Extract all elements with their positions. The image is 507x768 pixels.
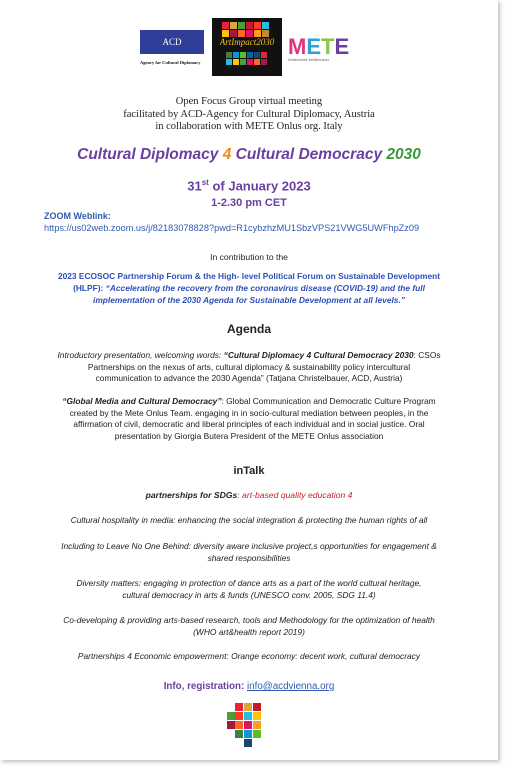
- intro-line: facilitated by ACD-Agency for Cultural Diplomacy, Austria: [123, 108, 375, 120]
- agenda-rest: : Global Communication and Democratic Culture Program: [221, 396, 436, 406]
- agenda-bold: “Global Media and Cultural Democracy”: [62, 396, 222, 406]
- acd-logo: [140, 30, 210, 70]
- sdg-red: art-based quality education 4: [242, 490, 353, 500]
- talk-item: [30, 515, 468, 527]
- agenda-item-intro: [30, 350, 468, 385]
- date-day: 31: [187, 178, 202, 194]
- talk-line: Cultural hospitality in media: enhancing the social integration & protecting the human rights of all: [70, 515, 428, 525]
- zoom-label: ZOOM Weblink:: [44, 211, 111, 221]
- agenda-line: [30, 396, 468, 408]
- agenda-line: Partnerships on the nexus of arts, cultural diplomacy & sustainability policy intercultural: [87, 361, 411, 372]
- event-time: 1-2.30 pm CET: [211, 197, 287, 209]
- talk-line: shared responsibilities: [207, 552, 291, 563]
- mete-letter-t: T: [321, 34, 335, 59]
- sdg-mosaic-icon: [227, 703, 267, 749]
- forum-quote: implementation of the 2030 Agenda for Sustainable Development at all levels.”: [93, 295, 405, 305]
- intro-block: [0, 96, 498, 134]
- talk-line: Co-developing & providing arts-based research, tools and Methodology for the optimization of health: [63, 615, 435, 625]
- zoom-link[interactable]: https://us02web.zoom.us/j/82183078828?pwd=R1cybzhzMU1SbzVPS21VWG5UWFhpZz09: [44, 223, 420, 233]
- event-date: [0, 178, 498, 193]
- mete-logo-text: [288, 34, 352, 60]
- agenda-line: created by the Mete Onlus Team. engaging in in socio-cultural mediation between peoples, in the: [69, 407, 429, 418]
- acd-logo-mark: ACD: [140, 30, 204, 54]
- forum-line: 2023 ECOSOC Partnership Forum & the High- level Political Forum on Sustainable Development: [57, 271, 441, 281]
- info-registration: [0, 681, 498, 692]
- talk-item: [30, 651, 468, 663]
- forum-line: [40, 282, 458, 294]
- talk-item: [30, 578, 468, 601]
- artimpact-logo: [212, 18, 282, 76]
- agenda-line: affirmation of civil, democratic and liberal principles of each individual and in social justice. Oral: [73, 419, 425, 430]
- agenda-lead: Introductory presentation, welcoming words:: [57, 350, 224, 360]
- agenda-line: presentation by Giorgia Butera President of the METE Onlus association: [114, 430, 384, 441]
- email-link[interactable]: info@acdvienna.org: [246, 681, 335, 692]
- acd-logo-caption: Agency for Cultural Diplomacy: [140, 60, 201, 65]
- sdg-colon: :: [237, 490, 243, 500]
- agenda-line: [30, 350, 468, 362]
- talk-item: [30, 541, 468, 564]
- sdg-bold: partnerships for SDGs: [145, 490, 238, 500]
- intalk-heading: inTalk: [233, 465, 265, 477]
- title-part: Cultural Diplomacy: [77, 146, 223, 163]
- mete-letter-e1: E: [306, 34, 322, 59]
- date-suffix: st: [201, 178, 209, 187]
- agenda-line: communication to advance the 2030 Agenda” (Tatjana Christelbauer, ACD, Austria): [95, 373, 403, 384]
- talk-item: [30, 615, 468, 638]
- title-part: 2030: [386, 146, 421, 163]
- forum-line: [40, 294, 458, 306]
- intro-line: Open Focus Group virtual meeting: [175, 96, 323, 107]
- agenda-item-media: [30, 396, 468, 442]
- forum-quote: “Accelerating the recovery from the coronavirus disease (COVID-19) and the full: [105, 283, 425, 293]
- sdg-line: [0, 490, 498, 500]
- mete-letter-m: M: [288, 34, 307, 59]
- contribution-text: In contribution to the: [210, 252, 288, 262]
- mete-logo: [288, 34, 352, 74]
- agenda-heading: Agenda: [226, 322, 271, 336]
- event-title: [0, 146, 498, 164]
- agenda-rest: : CSOs: [413, 350, 441, 360]
- artimpact-logo-text: ArtImpact2030: [219, 37, 275, 47]
- talk-line: Partnerships 4 Economic empowerment: Orange economy: decent work, cultural democracy: [77, 651, 421, 661]
- mete-logo-caption: Multimediale Mediterraneo: [288, 58, 330, 62]
- talk-line: Diversity matters: engaging in protection of dance arts as a part of the world cultural heritage,: [76, 578, 422, 588]
- date-rest: of January 2023: [208, 178, 311, 194]
- talk-line: cultural democracy in arts & funds (UNESCO conv. 2005, SDG 11.4): [122, 589, 376, 600]
- intro-line: in collaboration with METE Onlus org. Italy: [155, 121, 343, 132]
- talk-line: (WHO art&health report 2019): [193, 626, 305, 637]
- mete-letter-e2: E: [334, 34, 350, 59]
- title-part: 4: [222, 146, 232, 163]
- title-part: Cultural Democracy: [231, 146, 387, 163]
- agenda-bold: “Cultural Diplomacy 4 Cultural Democracy 2030: [223, 350, 414, 360]
- info-label: Info, registration:: [163, 681, 247, 692]
- forum-hlpf: (HLPF):: [73, 283, 106, 293]
- sdg-color-row-icon: [226, 52, 267, 65]
- talk-line: Including to Leave No One Behind: diversity aware inclusive project,s opportunities for engagement &: [61, 541, 437, 551]
- forum-description: [40, 270, 458, 306]
- sdg-color-grid-icon: [222, 22, 269, 37]
